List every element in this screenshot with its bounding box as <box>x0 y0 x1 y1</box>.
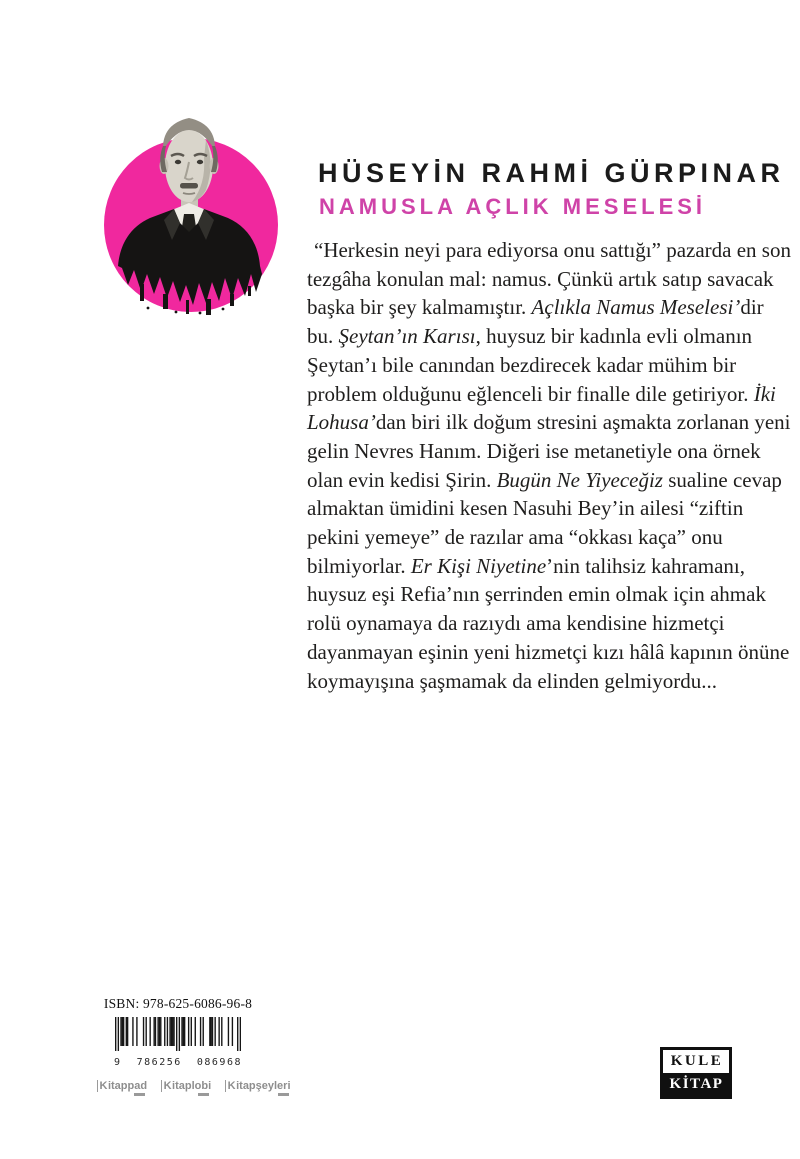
platform-logo: Kitapşeyleri <box>225 1080 290 1096</box>
author-name: HÜSEYİN RAHMİ GÜRPINAR <box>318 158 785 188</box>
barcode <box>114 1017 242 1068</box>
book-title: NAMUSLA AÇLIK MESELESİ <box>319 194 707 219</box>
barcode-bars <box>115 1017 241 1051</box>
publisher-platform-logos <box>97 1080 291 1096</box>
platform-logo: Kitaplobi <box>161 1080 211 1096</box>
publisher-logo-top: KULE <box>663 1050 729 1073</box>
publisher-logo-bottom: KİTAP <box>663 1073 729 1096</box>
platform-logo: Kitappad <box>97 1080 147 1096</box>
barcode-digit-group: 786256 <box>136 1057 182 1068</box>
barcode-digit-group: 086968 <box>196 1057 242 1068</box>
author-portrait <box>88 106 288 331</box>
blurb: “Herkesin neyi para ediyorsa onu sattığı” pazarda en son tezgâha konulan mal: namus. Çünkü artık satıp savacak başka bir şey kalmamıştır. Açlıkla Namus Meselesi’dir bu. Şeytan’ın Karısı, huysuz bir kadınla evli olmanın Şeytan’ı bile canından bezdirecek kadar mühim bir problem olduğunu eğlenceli bir finalle dile getiriyor. İki Lohusa’dan biri ilk doğum stresini aşmakta zorlanan yeni gelin Nevres Hanım. Diğeri ise metanetiyle ona örnek olan evin kedisi Şirin. Bugün Ne Yiyeceğiz sualine cevap almaktan ümidini kesen Nasuhi Bey’in ailesi “ziftin pekini yemeye” de razılar ama “okkası kaça” onu bilmiyorlar. Er Kişi Niyetine’nin talihsiz kahramanı, huysuz eşi Refia’nın şerrinden emin olmak için ahmak rolü oynamaya da razıydı ama kendisine hizmetçi dayanmayan eşinin yeni hizmetçi kızı hâlâ kapının önüne koymayışına şaşmamak da elinden gelmiyordu... <box>307 238 791 693</box>
isbn-label: ISBN: 978-625-6086-96-8 <box>103 996 253 1011</box>
barcode-digits <box>114 1057 242 1068</box>
publisher-logo <box>660 1047 732 1099</box>
k-bracket-icon: K <box>225 1080 235 1092</box>
isbn-area <box>96 996 260 1070</box>
k-bracket-icon: K <box>161 1080 171 1092</box>
k-bracket-icon: K <box>97 1080 107 1092</box>
barcode-digit-group: 9 <box>114 1057 122 1068</box>
